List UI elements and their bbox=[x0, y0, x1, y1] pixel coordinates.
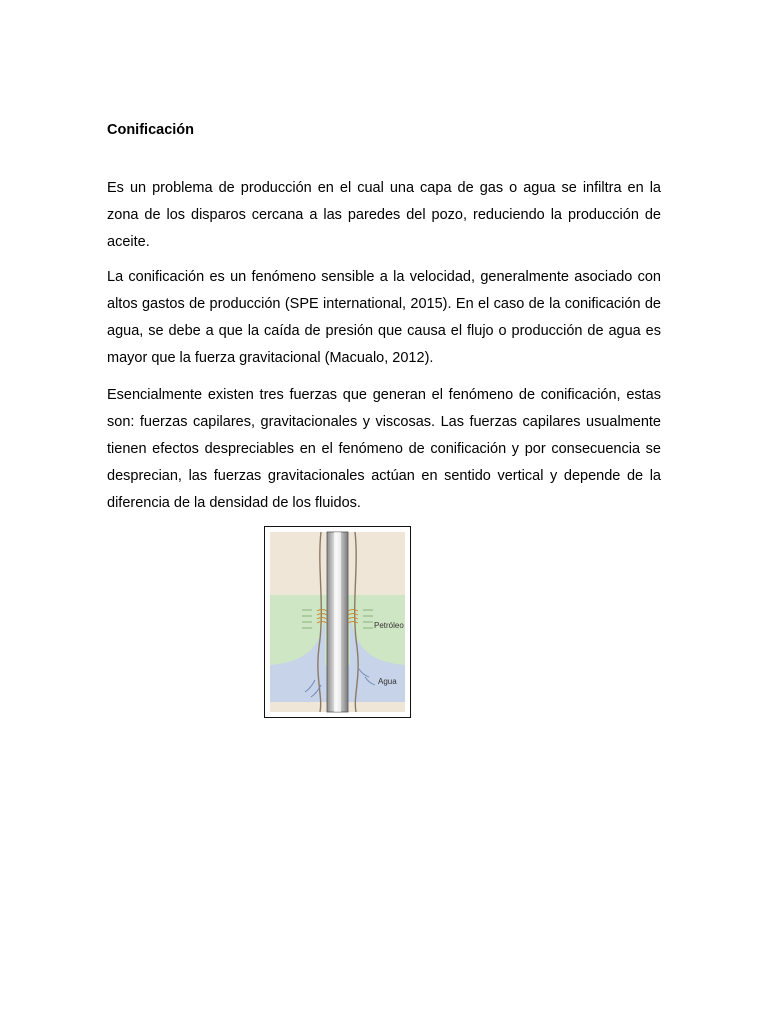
coning-diagram bbox=[264, 526, 411, 718]
label-water: Agua bbox=[378, 677, 397, 686]
coning-diagram-svg bbox=[265, 527, 410, 717]
section-heading: Conificación bbox=[107, 122, 195, 138]
wellbore-bore bbox=[334, 532, 341, 712]
paragraph-definition: Es un problema de producción en el cual una capa de gas o agua se infiltra en la zona de los disparos cercana a las paredes del pozo, reduciendo la producción de aceite. bbox=[107, 180, 661, 250]
label-oil: Petróleo bbox=[374, 621, 404, 630]
paragraph-velocity: La conificación es un fenómeno sensible a la velocidad, generalmente asociado con altos gastos de producción (SPE international, 2015). En el caso de la conificación de agua, se debe a que la caída de presión que causa el flujo o producción de agua es mayor que la fuerza gravitacional (Macualo, 2012). bbox=[107, 269, 661, 366]
paragraph-forces: Esencialmente existen tres fuerzas que generan el fenómeno de conificación, estas son: fuerzas capilares, gravitacionales y viscosas. Las fuerzas capilares usualmente tienen efectos despreciables en el fenómeno de conificación y por consecuencia se desprecian, las fuerzas gravitacionales actúan en sentido vertical y depende de la diferencia de la densidad de los fluidos. bbox=[107, 387, 661, 511]
